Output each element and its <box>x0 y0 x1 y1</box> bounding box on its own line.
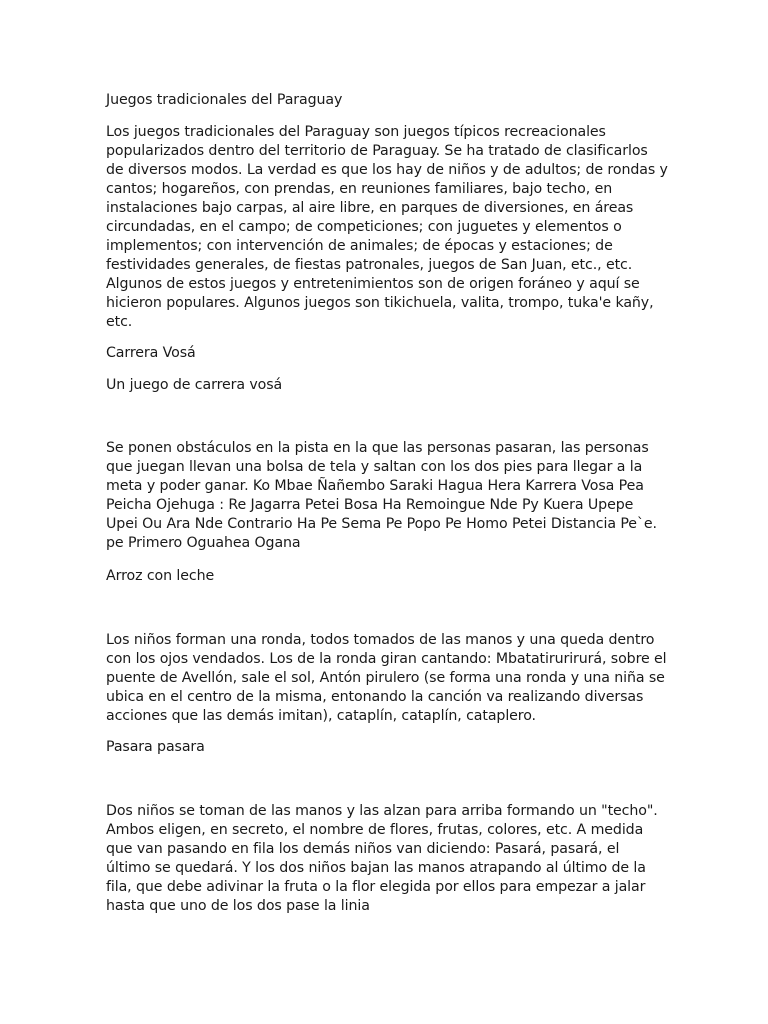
subheading-text: Un juego de carrera vosá <box>106 377 283 393</box>
paragraph-line: Upei Ou Ara Nde Contrario Ha Pe Sema Pe Popo Pe Homo Petei Distancia Pe`e. <box>106 516 657 532</box>
pasara-pasara-paragraph <box>106 802 666 916</box>
paragraph-line: puente de Avellón, sale el sol, Antón pirulero (se forma una ronda y una niña se <box>106 670 665 686</box>
paragraph-line: hicieron populares. Algunos juegos son tikichuela, valita, trompo, tuka'e kañy, <box>106 295 654 311</box>
paragraph-line: de diversos modos. La verdad es que los hay de niños y de adultos; de rondas y <box>106 162 668 178</box>
paragraph-line: con los ojos vendados. Los de la ronda giran cantando: Mbatatirurirurá, sobre el <box>106 651 667 667</box>
paragraph-line: Los niños forman una ronda, todos tomados de las manos y una queda dentro <box>106 632 655 648</box>
section-heading-arroz-con-leche <box>106 567 666 586</box>
heading-text: Carrera Vosá <box>106 345 196 361</box>
paragraph-line: fila, que debe adivinar la fruta o la flor elegida por ellos para empezar a jalar <box>106 879 646 895</box>
paragraph-line: Se ponen obstáculos en la pista en la que las personas pasaran, las personas <box>106 440 649 456</box>
paragraph-line: Los juegos tradicionales del Paraguay son juegos típicos recreacionales <box>106 124 606 140</box>
paragraph-line: implementos; con intervención de animales; de épocas y estaciones; de <box>106 238 613 254</box>
heading-text: Arroz con leche <box>106 568 215 584</box>
paragraph-line: ubica en el centro de la misma, entonando la canción va realizando diversas <box>106 689 644 705</box>
intro-paragraph <box>106 123 666 332</box>
paragraph-line: popularizados dentro del territorio de Paraguay. Se ha tratado de clasificarlos <box>106 143 648 159</box>
paragraph-line: Peicha Ojehuga : Re Jagarra Petei Bosa Ha Remoingue Nde Py Kuera Upepe <box>106 497 634 513</box>
paragraph-line: que juegan llevan una bolsa de tela y saltan con los dos pies para llegar a la <box>106 459 643 475</box>
paragraph-line: Ambos eligen, en secreto, el nombre de flores, frutas, colores, etc. A medida <box>106 822 644 838</box>
paragraph-line: que van pasando en fila los demás niños van diciendo: Pasará, pasará, el <box>106 841 620 857</box>
paragraph-line: hasta que uno de los dos pase la linia <box>106 898 370 914</box>
paragraph-line: cantos; hogareños, con prendas, en reuniones familiares, bajo techo, en <box>106 181 613 197</box>
title-text: Juegos tradicionales del Paraguay <box>106 92 343 108</box>
paragraph-line: etc. <box>106 314 133 330</box>
section-heading-pasara-pasara <box>106 738 666 757</box>
section-subheading-carrera-vosa <box>106 376 666 395</box>
paragraph-line: festividades generales, de fiestas patronales, juegos de San Juan, etc., etc. <box>106 257 633 273</box>
paragraph-line: pe Primero Oguahea Ogana <box>106 535 301 551</box>
paragraph-line: acciones que las demás imitan), cataplín, cataplín, cataplero. <box>106 708 536 724</box>
paragraph-line: Dos niños se toman de las manos y las alzan para arriba formando un "techo". <box>106 803 658 819</box>
document-title <box>106 91 666 110</box>
paragraph-line: instalaciones bajo carpas, al aire libre, en parques de diversiones, en áreas <box>106 200 634 216</box>
arroz-con-leche-paragraph <box>106 631 666 726</box>
paragraph-line: último se quedará. Y los dos niños bajan las manos atrapando al último de la <box>106 860 646 876</box>
heading-text: Pasara pasara <box>106 739 205 755</box>
section-heading-carrera-vosa <box>106 344 666 363</box>
paragraph-line: meta y poder ganar. Ko Mbae Ñañembo Saraki Hagua Hera Karrera Vosa Pea <box>106 478 644 494</box>
carrera-vosa-paragraph <box>106 439 666 553</box>
paragraph-line: circundadas, en el campo; de competiciones; con juguetes y elementos o <box>106 219 622 235</box>
paragraph-line: Algunos de estos juegos y entretenimientos son de origen foráneo y aquí se <box>106 276 640 292</box>
